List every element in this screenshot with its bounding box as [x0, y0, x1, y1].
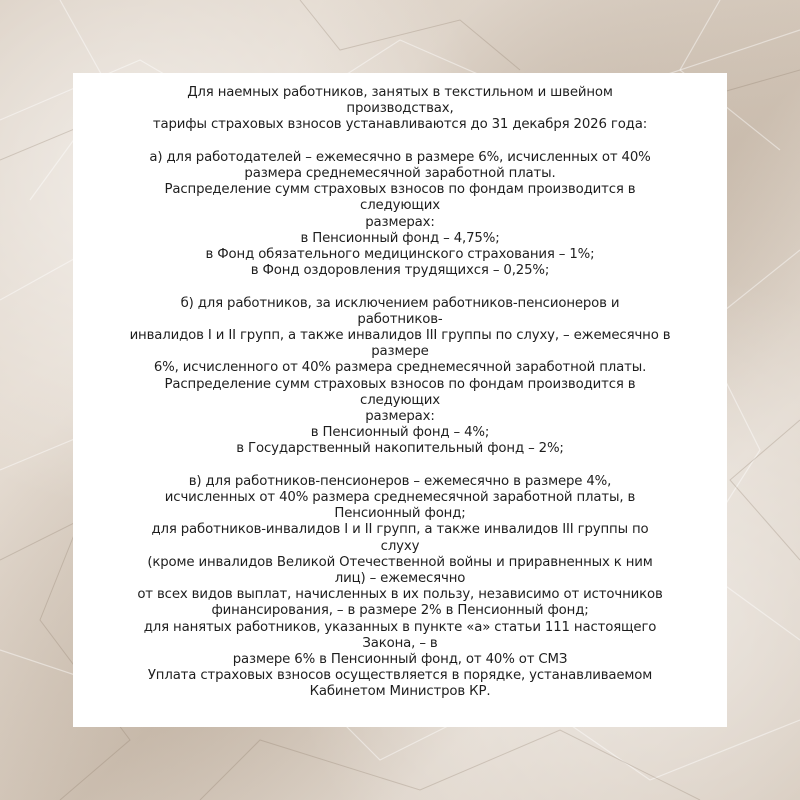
text-line: размере [371, 344, 429, 360]
text-line: размерах: [365, 214, 435, 230]
text-line: в Пенсионный фонд – 4%; [310, 425, 490, 441]
text-line: Распределение сумм страховых взносов по фондам производится в [164, 182, 636, 198]
text-line: а) для работодателей – ежемесячно в размере 6%, исчисленных от 40% [149, 149, 651, 165]
text-line: б) для работников, за исключением работников-пенсионеров и [180, 295, 620, 311]
text-line: производствах, [346, 101, 454, 117]
text-line: в Фонд оздоровления трудящихся – 0,25%; [250, 263, 550, 279]
text-line: Для наемных работников, занятых в текстильном и швейном [187, 85, 613, 100]
text-line: 6%, исчисленного от 40% размера среднемесячной заработной платы. [153, 360, 647, 376]
text-line: размера среднемесячной заработной платы. [244, 166, 556, 181]
text-line: финансирования, – в размере 2% в Пенсионный фонд; [211, 603, 589, 619]
text-line: исчисленных от 40% размера среднемесячной заработной платы, в [164, 490, 636, 506]
text-line: (кроме инвалидов Великой Отечественной войны и приравненных к ним [147, 554, 653, 570]
text-line: Уплата страховых взносов осуществляется в порядке, устанавливаемом [147, 668, 653, 684]
text-line: Закона, – в [362, 635, 438, 651]
text-line: размерах: [365, 409, 435, 425]
text-line: в Фонд обязательного медицинского страхования – 1%; [205, 247, 595, 263]
text-line: инвалидов I и II групп, а также инвалидов III группы по слуху, – ежемесячно в [129, 328, 671, 344]
text-line: в Государственный накопительный фонд – 2%; [236, 441, 564, 457]
text-line: в Пенсионный фонд – 4,75%; [300, 230, 500, 246]
text-line: Кабинетом Министров КР. [309, 684, 491, 700]
text-line: следующих [360, 392, 440, 408]
text-line: лиц) – ежемесячно [334, 571, 466, 587]
text-line: Распределение сумм страховых взносов по фондам производится в [164, 376, 636, 392]
text-line: размере 6% в Пенсионный фонд, от 40% от СМЗ [232, 652, 568, 668]
text-line: следующих [360, 198, 440, 214]
text-line: от всех видов выплат, начисленных в их пользу, независимо от источников [137, 587, 663, 603]
text-line: для нанятых работников, указанных в пункте «а» статьи 111 настоящего [143, 619, 657, 635]
text-line: для работников-инвалидов I и II групп, а также инвалидов III группы по [151, 522, 649, 538]
text-line: в) для работников-пенсионеров – ежемесячно в размере 4%, [188, 473, 612, 489]
blank-line [73, 458, 727, 474]
text-line: тарифы страховых взносов устанавливаются до 31 декабря 2026 года: [152, 117, 648, 133]
document-text [73, 85, 727, 701]
text-line: Пенсионный фонд; [334, 506, 466, 522]
blank-line [73, 134, 727, 150]
blank-line [73, 279, 727, 295]
text-card [73, 73, 727, 727]
text-line: работников- [357, 311, 443, 327]
text-line: слуху [380, 538, 420, 554]
